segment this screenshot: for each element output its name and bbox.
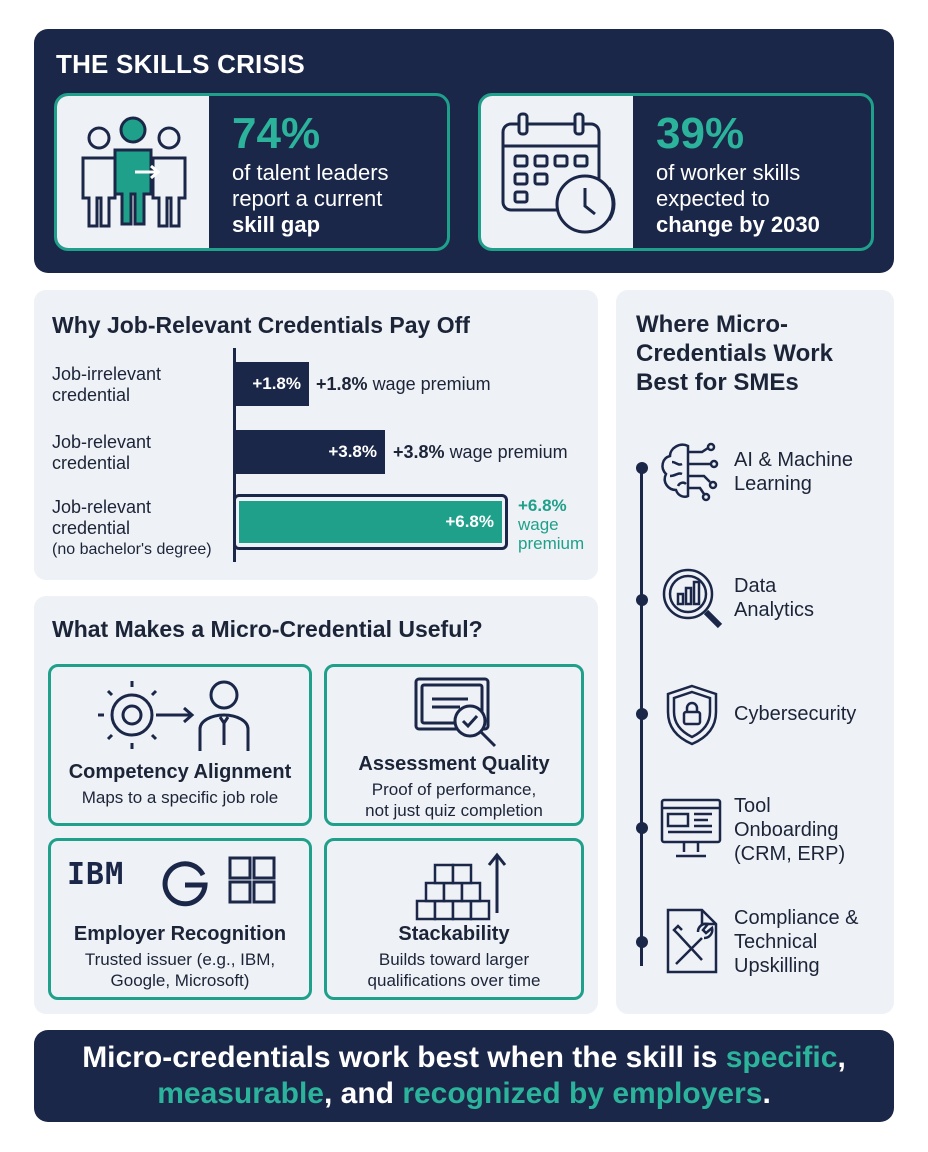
monitor-icon <box>658 796 724 867</box>
stat-desc-skills-change <box>656 160 820 238</box>
annotation-text: wage <box>518 515 559 534</box>
card-desc <box>327 779 581 821</box>
skill-label-line: (CRM, ERP) <box>734 843 846 865</box>
card-desc <box>327 949 581 991</box>
windows-logo-icon <box>227 855 277 910</box>
footer-text: , and <box>323 1077 403 1110</box>
stat-card-skills-change <box>478 93 874 251</box>
timeline-dot <box>636 708 648 720</box>
skill-compliance <box>734 906 859 978</box>
bar-annotation-irrelevant <box>316 374 491 395</box>
footer-text: . <box>762 1077 771 1110</box>
bar-label-line: (no bachelor's degree) <box>52 541 212 558</box>
timeline-dot <box>636 822 648 834</box>
stat-desc-skill-gap <box>232 160 389 238</box>
payoff-panel <box>34 290 598 580</box>
stacked-blocks-icon <box>409 849 509 928</box>
footer-highlight: measurable <box>157 1077 324 1110</box>
bar-label-line: Job-irrelevant <box>52 364 162 384</box>
footer-message <box>34 1040 894 1112</box>
bar-value-label: +6.8% <box>445 512 494 531</box>
useful-title: What Makes a Micro-Credential Useful? <box>52 616 483 642</box>
timeline-dot <box>636 462 648 474</box>
skill-data-analytics <box>734 574 814 622</box>
skill-label-line: Upskilling <box>734 955 820 977</box>
bar-label-line: Job-relevant <box>52 432 152 452</box>
annotation-value: +1.8% <box>316 374 368 394</box>
annotation-text: wage premium <box>372 374 491 394</box>
skill-ai-ml <box>734 448 853 496</box>
card-stackability <box>324 838 584 1000</box>
card-title: Stackability <box>398 923 510 945</box>
skill-label-line: Technical <box>734 931 818 953</box>
sme-title <box>636 310 833 397</box>
magnifier-chart-icon <box>658 564 730 639</box>
skill-label-line: Tool <box>734 795 771 817</box>
bar-annotation-no-degree <box>518 496 584 553</box>
card-desc: Maps to a specific job role <box>81 788 279 807</box>
sme-title-line: Best for SMEs <box>636 369 799 396</box>
useful-panel <box>34 596 598 1014</box>
annotation-text: wage premium <box>449 442 568 462</box>
google-logo-icon <box>159 855 211 912</box>
bar-label-line: credential <box>52 385 131 405</box>
footer-text: Micro-credentials work best when the skill is <box>82 1041 726 1074</box>
stat-value-74: 74% <box>232 109 321 158</box>
stat-desc-line: of talent leaders <box>232 160 389 185</box>
card-desc-line: qualifications over time <box>367 971 541 990</box>
timeline-dot <box>636 936 648 948</box>
bar-relevant <box>235 430 385 474</box>
stat-desc-line: expected to <box>656 186 770 211</box>
bar-label-relevant <box>52 432 151 474</box>
card-desc-line: Google, Microsoft) <box>110 971 250 990</box>
card-assessment-quality <box>324 664 584 826</box>
card-title: Employer Recognition <box>73 923 287 945</box>
skill-cybersecurity <box>734 702 856 726</box>
skill-label-line: AI & Machine <box>734 449 853 471</box>
bar-annotation-relevant <box>393 442 568 463</box>
skill-label-line: Cybersecurity <box>734 703 857 725</box>
sme-title-line: Credentials Work <box>636 340 833 367</box>
sme-title-line: Where Micro- <box>636 311 789 338</box>
footer-text: , <box>837 1041 846 1074</box>
stat-desc-line-bold: skill gap <box>232 212 321 237</box>
footer-highlight: specific <box>725 1041 838 1074</box>
timeline-dot <box>636 594 648 606</box>
footer-banner <box>34 1030 894 1122</box>
skill-label-line: Data <box>734 575 777 597</box>
skill-label-line: Onboarding <box>734 819 839 841</box>
annotation-value: +3.8% <box>393 442 445 462</box>
people-arrow-icon <box>57 96 209 248</box>
bar-label-line: credential <box>52 518 131 538</box>
bar-irrelevant <box>235 362 309 406</box>
annotation-value: +6.8% <box>518 496 567 515</box>
brain-circuit-icon <box>658 438 724 509</box>
certificate-check-icon <box>412 675 504 756</box>
payoff-title: Why Job-Relevant Credentials Pay Off <box>52 312 470 338</box>
card-competency-alignment <box>48 664 312 826</box>
stat-desc-line-bold: change by 2030 <box>656 212 820 237</box>
card-desc-line: Builds toward larger <box>378 950 530 969</box>
annotation-text: premium <box>518 534 585 553</box>
crisis-title: THE SKILLS CRISIS <box>56 49 305 79</box>
card-desc-line: not just quiz completion <box>365 801 543 820</box>
skill-tool-onboarding <box>734 794 845 866</box>
gear-person-icon <box>96 675 266 760</box>
sme-panel <box>616 290 894 1014</box>
skill-label-line: Analytics <box>734 599 815 621</box>
bar-label-line: Job-relevant <box>52 497 152 517</box>
document-tools-icon <box>662 906 722 981</box>
stat-card-skill-gap <box>54 93 450 251</box>
shield-lock-icon <box>662 682 722 753</box>
skill-label-line: Learning <box>734 473 812 495</box>
card-employer-recognition <box>48 838 312 1000</box>
bar-relevant-no-degree <box>239 501 502 543</box>
skill-label-line: Compliance & <box>734 907 859 929</box>
card-title: Assessment Quality <box>358 753 550 775</box>
bar-value-label: +1.8% <box>252 374 301 393</box>
calendar-clock-icon <box>481 96 633 248</box>
stat-desc-line: of worker skills <box>656 160 801 185</box>
bar-label-line: credential <box>52 453 131 473</box>
stat-desc-line: report a current <box>232 186 383 211</box>
card-title: Competency Alignment <box>68 761 292 783</box>
card-desc <box>51 949 309 991</box>
card-desc-line: Trusted issuer (e.g., IBM, <box>84 950 276 969</box>
footer-highlight: recognized by employers <box>402 1077 763 1110</box>
ibm-logo-icon: IBM <box>67 857 125 892</box>
stat-value-39: 39% <box>656 109 745 158</box>
bar-value-label: +3.8% <box>328 442 377 461</box>
bar-label-irrelevant <box>52 364 161 406</box>
card-desc-line: Proof of performance, <box>371 780 537 799</box>
skills-crisis-banner <box>34 29 894 273</box>
bar-label-relevant-no-degree <box>52 497 212 560</box>
